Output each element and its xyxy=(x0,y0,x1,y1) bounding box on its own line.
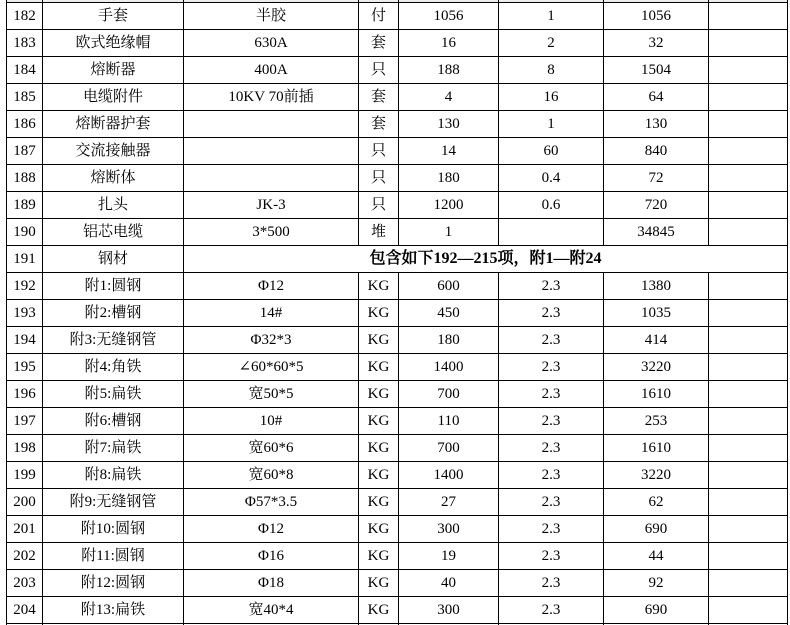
cell-qty: 1400 xyxy=(399,354,499,381)
cell-total: 1035 xyxy=(604,300,709,327)
cell-unit-price: 60 xyxy=(499,138,604,165)
cell-blank xyxy=(709,381,788,408)
cell-total: 1504 xyxy=(604,57,709,84)
cell-qty: 700 xyxy=(399,381,499,408)
cell-spec: Φ12 xyxy=(184,516,359,543)
cell-spec: Φ16 xyxy=(184,543,359,570)
cell-spec xyxy=(184,111,359,138)
cell-spec: Φ18 xyxy=(184,570,359,597)
boq-table xyxy=(6,0,788,625)
cell-unit: KG xyxy=(359,462,399,489)
cell-qty: 300 xyxy=(399,516,499,543)
table-row xyxy=(7,462,788,489)
cell-blank xyxy=(709,408,788,435)
cell-item-no: 186 xyxy=(7,111,43,138)
cell-unit: KG xyxy=(359,543,399,570)
cell-unit-price: 2 xyxy=(499,30,604,57)
table-row xyxy=(7,273,788,300)
cell-blank xyxy=(709,435,788,462)
cell-item-no: 198 xyxy=(7,435,43,462)
cell-item-name: 熔断体 xyxy=(43,165,184,192)
cell-qty: 16 xyxy=(399,30,499,57)
cell-item-no: 192 xyxy=(7,273,43,300)
cell-item-name: 手套 xyxy=(43,3,184,30)
table-row xyxy=(7,192,788,219)
cell-qty: 180 xyxy=(399,165,499,192)
table-row xyxy=(7,111,788,138)
cell-unit-price: 0.4 xyxy=(499,165,604,192)
table-row xyxy=(7,246,788,273)
cell-item-name: 扎头 xyxy=(43,192,184,219)
cell-unit: 只 xyxy=(359,192,399,219)
cell-qty: 4 xyxy=(399,84,499,111)
table-row xyxy=(7,543,788,570)
cell-item-name: 附3:无缝钢管 xyxy=(43,327,184,354)
cell-unit-price: 2.3 xyxy=(499,408,604,435)
cell-item-no: 182 xyxy=(7,3,43,30)
cell-spec: ∠60*60*5 xyxy=(184,354,359,381)
cell-unit: 套 xyxy=(359,30,399,57)
cell-item-name: 交流接触器 xyxy=(43,138,184,165)
cell-item-name: 附7:扁铁 xyxy=(43,435,184,462)
cell-blank xyxy=(709,219,788,246)
cell-item-name: 附11:圆钢 xyxy=(43,543,184,570)
cell-spec: 宽60*8 xyxy=(184,462,359,489)
cell-total: 34845 xyxy=(604,219,709,246)
cell-unit: KG xyxy=(359,408,399,435)
cell-item-name: 附13:扁铁 xyxy=(43,597,184,624)
cell-item-no: 187 xyxy=(7,138,43,165)
cell-spec: 630A xyxy=(184,30,359,57)
cell-qty: 450 xyxy=(399,300,499,327)
cell-item-name: 附6:槽钢 xyxy=(43,408,184,435)
cell-total: 690 xyxy=(604,516,709,543)
cell-item-no: 203 xyxy=(7,570,43,597)
cell-item-no: 183 xyxy=(7,30,43,57)
cell-item-no: 204 xyxy=(7,597,43,624)
cell-blank xyxy=(709,192,788,219)
cell-total: 32 xyxy=(604,30,709,57)
cell-spec: Φ12 xyxy=(184,273,359,300)
table-row xyxy=(7,138,788,165)
cell-unit-price xyxy=(499,219,604,246)
cell-unit: 套 xyxy=(359,84,399,111)
cell-unit-price: 2.3 xyxy=(499,543,604,570)
cell-item-no: 190 xyxy=(7,219,43,246)
cell-blank xyxy=(709,138,788,165)
cell-total: 64 xyxy=(604,84,709,111)
cell-item-no: 188 xyxy=(7,165,43,192)
cell-unit: KG xyxy=(359,570,399,597)
cell-qty: 300 xyxy=(399,597,499,624)
cell-unit: 堆 xyxy=(359,219,399,246)
cell-item-name: 附10:圆钢 xyxy=(43,516,184,543)
table-row xyxy=(7,300,788,327)
cell-item-name: 附1:圆钢 xyxy=(43,273,184,300)
cell-item-name: 附4:角铁 xyxy=(43,354,184,381)
cell-item-name: 附2:槽钢 xyxy=(43,300,184,327)
cell-unit: KG xyxy=(359,273,399,300)
cell-spec: 10KV 70前插 xyxy=(184,84,359,111)
cell-item-no: 194 xyxy=(7,327,43,354)
cell-item-name: 附8:扁铁 xyxy=(43,462,184,489)
cell-total: 44 xyxy=(604,543,709,570)
cell-unit-price: 2.3 xyxy=(499,570,604,597)
cell-item-no: 184 xyxy=(7,57,43,84)
cell-unit-price: 2.3 xyxy=(499,462,604,489)
cell-total: 92 xyxy=(604,570,709,597)
cell-item-no: 185 xyxy=(7,84,43,111)
cell-unit-price: 2.3 xyxy=(499,489,604,516)
cell-unit: 套 xyxy=(359,111,399,138)
cell-unit-price: 2.3 xyxy=(499,327,604,354)
cell-unit: 付 xyxy=(359,3,399,30)
cell-unit-price: 2.3 xyxy=(499,300,604,327)
cell-item-name: 附5:扁铁 xyxy=(43,381,184,408)
cell-spec: Φ57*3.5 xyxy=(184,489,359,516)
cell-blank xyxy=(709,543,788,570)
cell-spec: 3*500 xyxy=(184,219,359,246)
cell-blank xyxy=(709,489,788,516)
cell-qty: 1 xyxy=(399,219,499,246)
cell-item-name: 附9:无缝钢管 xyxy=(43,489,184,516)
cell-qty: 19 xyxy=(399,543,499,570)
cell-unit: KG xyxy=(359,435,399,462)
table-row xyxy=(7,381,788,408)
cell-blank xyxy=(709,597,788,624)
cell-item-no: 200 xyxy=(7,489,43,516)
cell-total: 72 xyxy=(604,165,709,192)
cell-blank xyxy=(709,516,788,543)
cell-spec: 半胶 xyxy=(184,3,359,30)
cell-total: 690 xyxy=(604,597,709,624)
cell-qty: 27 xyxy=(399,489,499,516)
cell-unit-price: 1 xyxy=(499,111,604,138)
cell-total: 720 xyxy=(604,192,709,219)
cell-total: 130 xyxy=(604,111,709,138)
cell-qty: 180 xyxy=(399,327,499,354)
cell-spec: 14# xyxy=(184,300,359,327)
cell-qty: 40 xyxy=(399,570,499,597)
table-body xyxy=(7,0,788,625)
cell-qty: 188 xyxy=(399,57,499,84)
table-sheet xyxy=(6,0,788,625)
cell-unit-price: 8 xyxy=(499,57,604,84)
cell-blank xyxy=(709,30,788,57)
cell-total: 253 xyxy=(604,408,709,435)
cell-unit-price: 2.3 xyxy=(499,516,604,543)
cell-item-no: 196 xyxy=(7,381,43,408)
cell-unit: 只 xyxy=(359,138,399,165)
table-row xyxy=(7,489,788,516)
table-row xyxy=(7,57,788,84)
cell-blank xyxy=(709,57,788,84)
cell-total: 3220 xyxy=(604,462,709,489)
cell-blank xyxy=(709,165,788,192)
cell-qty: 700 xyxy=(399,435,499,462)
cell-unit: KG xyxy=(359,516,399,543)
cell-unit-price: 2.3 xyxy=(499,381,604,408)
table-row xyxy=(7,165,788,192)
cell-blank xyxy=(709,462,788,489)
cell-spec: 宽40*4 xyxy=(184,597,359,624)
cell-spec: 10# xyxy=(184,408,359,435)
cell-item-no: 197 xyxy=(7,408,43,435)
table-row xyxy=(7,354,788,381)
table-row xyxy=(7,597,788,624)
cell-spec: 宽60*6 xyxy=(184,435,359,462)
cell-unit-price: 2.3 xyxy=(499,273,604,300)
table-row xyxy=(7,30,788,57)
cell-qty: 1400 xyxy=(399,462,499,489)
cell-blank xyxy=(709,570,788,597)
cell-total: 414 xyxy=(604,327,709,354)
cell-total: 1056 xyxy=(604,3,709,30)
cell-spec xyxy=(184,165,359,192)
cell-qty: 14 xyxy=(399,138,499,165)
table-row xyxy=(7,327,788,354)
cell-item-no: 189 xyxy=(7,192,43,219)
cell-spec: JK-3 xyxy=(184,192,359,219)
cell-unit-price: 2.3 xyxy=(499,597,604,624)
cell-merged-note: 包含如下192—215项，附1—附24 xyxy=(184,246,788,273)
cell-blank xyxy=(709,300,788,327)
cell-unit: KG xyxy=(359,327,399,354)
cell-qty: 600 xyxy=(399,273,499,300)
cell-blank xyxy=(709,327,788,354)
table-row xyxy=(7,408,788,435)
cell-qty: 110 xyxy=(399,408,499,435)
cell-item-name: 熔断器护套 xyxy=(43,111,184,138)
cell-item-name: 附12:圆钢 xyxy=(43,570,184,597)
cell-total: 3220 xyxy=(604,354,709,381)
cell-spec: 宽50*5 xyxy=(184,381,359,408)
cell-unit-price: 0.6 xyxy=(499,192,604,219)
table-row xyxy=(7,219,788,246)
cell-item-name: 欧式绝缘帽 xyxy=(43,30,184,57)
cell-item-name: 钢材 xyxy=(43,246,184,273)
cell-total: 840 xyxy=(604,138,709,165)
cell-unit-price: 1 xyxy=(499,3,604,30)
table-row xyxy=(7,3,788,30)
cell-item-name: 铝芯电缆 xyxy=(43,219,184,246)
cell-blank xyxy=(709,3,788,30)
cell-unit: 只 xyxy=(359,165,399,192)
cell-item-no: 191 xyxy=(7,246,43,273)
cell-total: 1610 xyxy=(604,381,709,408)
cell-spec xyxy=(184,138,359,165)
cell-item-no: 202 xyxy=(7,543,43,570)
table-row xyxy=(7,570,788,597)
table-row xyxy=(7,84,788,111)
cell-qty: 1056 xyxy=(399,3,499,30)
cell-total: 62 xyxy=(604,489,709,516)
cell-blank xyxy=(709,111,788,138)
cell-item-no: 201 xyxy=(7,516,43,543)
cell-blank xyxy=(709,354,788,381)
cell-unit: KG xyxy=(359,597,399,624)
cell-item-name: 熔断器 xyxy=(43,57,184,84)
cell-item-name: 电缆附件 xyxy=(43,84,184,111)
cell-total: 1380 xyxy=(604,273,709,300)
cell-unit: KG xyxy=(359,300,399,327)
cell-unit-price: 16 xyxy=(499,84,604,111)
cell-unit-price: 2.3 xyxy=(499,354,604,381)
cell-unit: KG xyxy=(359,489,399,516)
cell-spec: Φ32*3 xyxy=(184,327,359,354)
cell-unit: 只 xyxy=(359,57,399,84)
table-row xyxy=(7,516,788,543)
cell-qty: 130 xyxy=(399,111,499,138)
cell-blank xyxy=(709,84,788,111)
cell-item-no: 193 xyxy=(7,300,43,327)
table-row xyxy=(7,435,788,462)
cell-unit-price: 2.3 xyxy=(499,435,604,462)
cell-item-no: 195 xyxy=(7,354,43,381)
cell-total: 1610 xyxy=(604,435,709,462)
cell-spec: 400A xyxy=(184,57,359,84)
cell-blank xyxy=(709,273,788,300)
cell-unit: KG xyxy=(359,381,399,408)
cell-item-no: 199 xyxy=(7,462,43,489)
cell-unit: KG xyxy=(359,354,399,381)
cell-qty: 1200 xyxy=(399,192,499,219)
